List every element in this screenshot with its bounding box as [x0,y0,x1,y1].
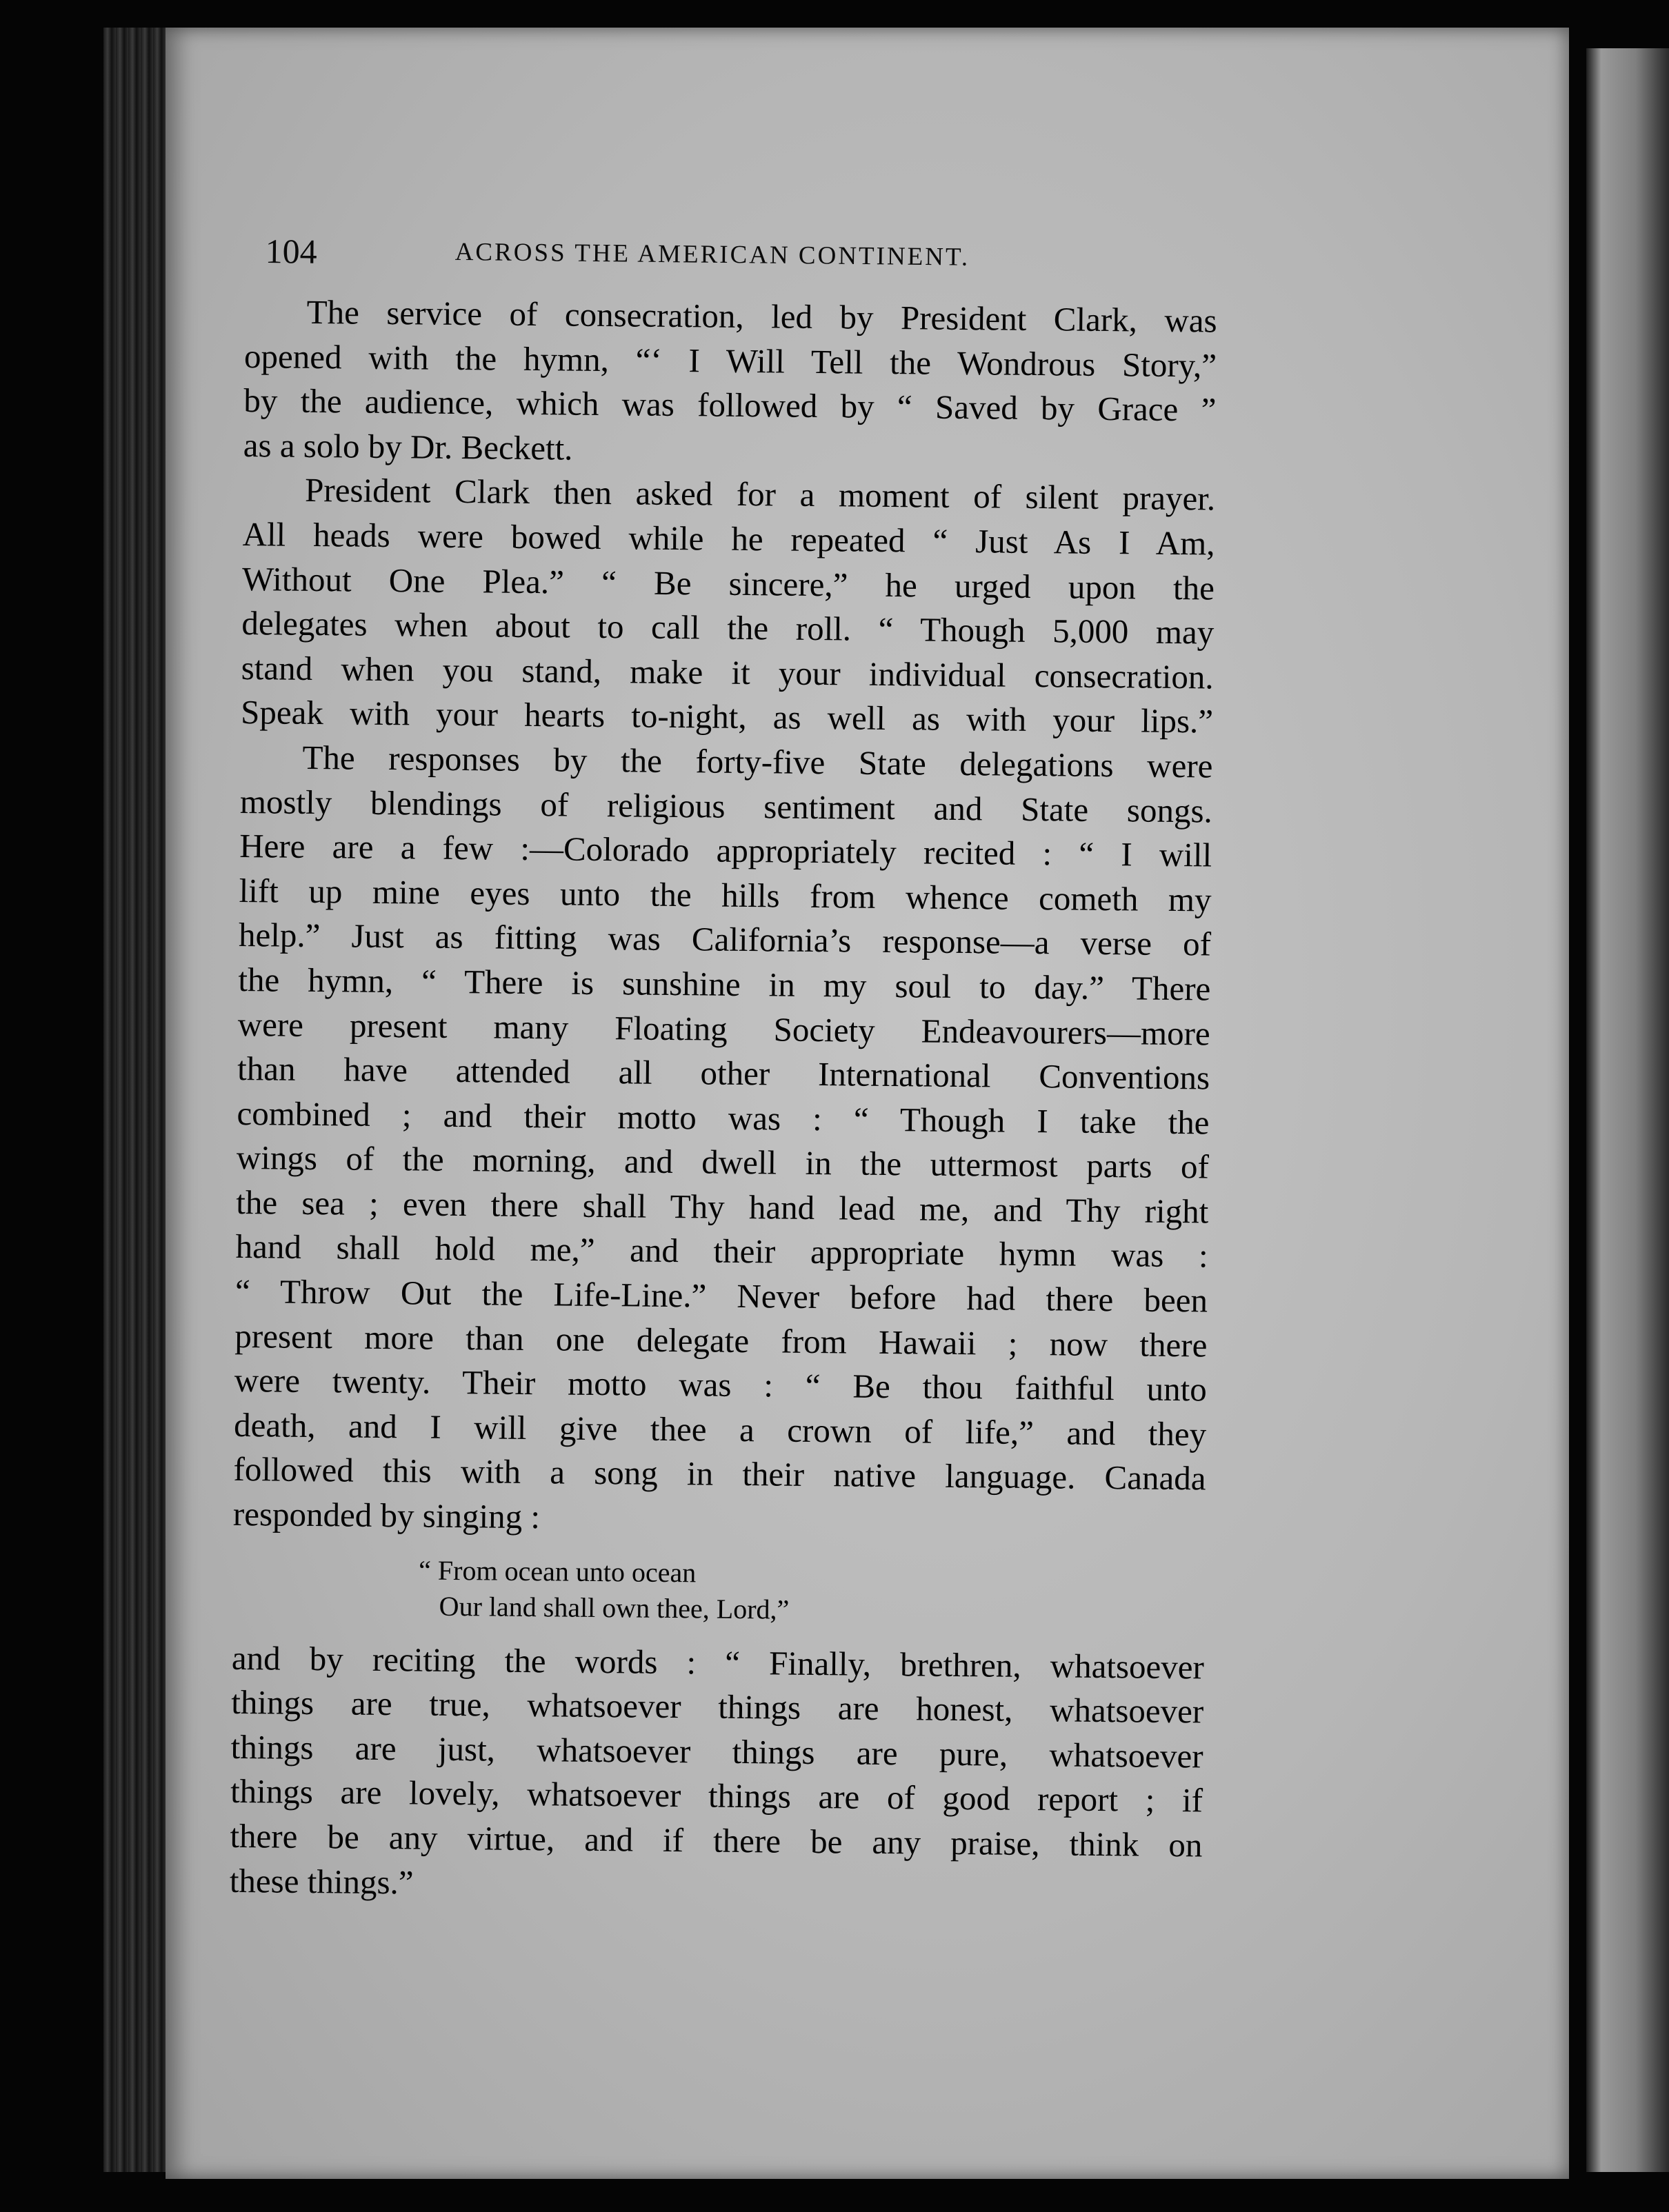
text-line: these things.” [229,1861,414,1902]
text-line: death, and I will give thee a crown of life,” and they [233,1405,1207,1454]
text-line: than have attended all other International Conventions [237,1049,1210,1097]
facing-page-edge [1586,48,1669,2172]
text-line: hand shall hold me,” and their appropriate hymn was : [235,1227,1208,1275]
page-number: 104 [265,231,317,271]
text-line: and by reciting the words : “ Finally, brethren, whatsoever [231,1638,1205,1687]
body-text [230,290,1217,1913]
text-line: present more than one delegate from Hawaii ; now there [234,1316,1208,1365]
text-line: things are lovely, whatsoever things are of good report ; if [230,1772,1203,1820]
text-line: The service of consecration, led by President Clark, was [306,292,1217,340]
text-line: things are just, whatsoever things are pure, whatsoever [230,1727,1203,1776]
text-line: All heads were bowed while he repeated “ Just As I Am, [242,514,1215,563]
verse-line: Our land shall own thee, Lord,” [439,1590,790,1625]
paragraph-consecration-service [243,290,1217,477]
text-line: were present many Floating Society Endeavourers—more [237,1005,1210,1052]
text-line: President Clark then asked for a moment of silent prayer. [304,471,1216,518]
text-line: lift up mine eyes unto the hills from whence cometh my [239,871,1212,919]
text-line: things are true, whatsoever things are honest, whatsoever [231,1683,1204,1731]
text-line: delegates when about to call the roll. “ Though 5,000 may [241,604,1215,652]
text-line: Speak with your hearts to-night, as well as with your lips.” [240,693,1214,741]
text-line: were twenty. Their motto was : “ Be thou faithful unto [234,1361,1208,1409]
text-line: Here are a few :—Colorado appropriately recited : “ I will [239,827,1212,874]
text-line: wings of the morning, and dwell in the uttermost parts of [236,1138,1210,1186]
text-line: stand when you stand, make it your individual consecration. [241,648,1214,696]
text-line: followed this with a song in their native language. Canada [233,1450,1206,1498]
verse-line: “ From ocean unto ocean [418,1554,697,1588]
text-line: “ Throw Out the Life-Line.” Never before had there been [234,1271,1208,1320]
text-line: The responses by the forty-five State delegations were [302,738,1213,785]
paragraph-state-responses [233,735,1213,1546]
text-line: the hymn, “ There is sunshine in my soul to day.” There [238,960,1211,1008]
text-line: the sea ; even there shall Thy hand lead me, and Thy right [236,1183,1209,1231]
text-line: there be any virtue, and if there be any praise, think on [230,1816,1203,1864]
text-line: as a solo by Dr. Beckett. [243,425,573,467]
text-line: mostly blendings of religious sentiment and State songs. [239,782,1213,830]
text-line: combined ; and their motto was : “ Though I take the [237,1094,1210,1142]
text-line: opened with the hymn, “‘ I Will Tell the Wondrous Story,” [243,336,1217,385]
paragraph-closing-recitation [230,1636,1205,1913]
text-line: by the audience, which was followed by “ Saved by Grace ” [243,381,1217,429]
text-line: help.” Just as fitting was California’s response—a verse of [238,916,1212,963]
text-line: responded by singing : [232,1494,541,1536]
verse-quotation [232,1551,1205,1632]
paragraph-silent-prayer [241,467,1216,744]
text-line: Without One Plea.” “ Be sincere,” he urged upon the [241,559,1215,607]
running-title: ACROSS THE AMERICAN CONTINENT. [454,237,970,272]
